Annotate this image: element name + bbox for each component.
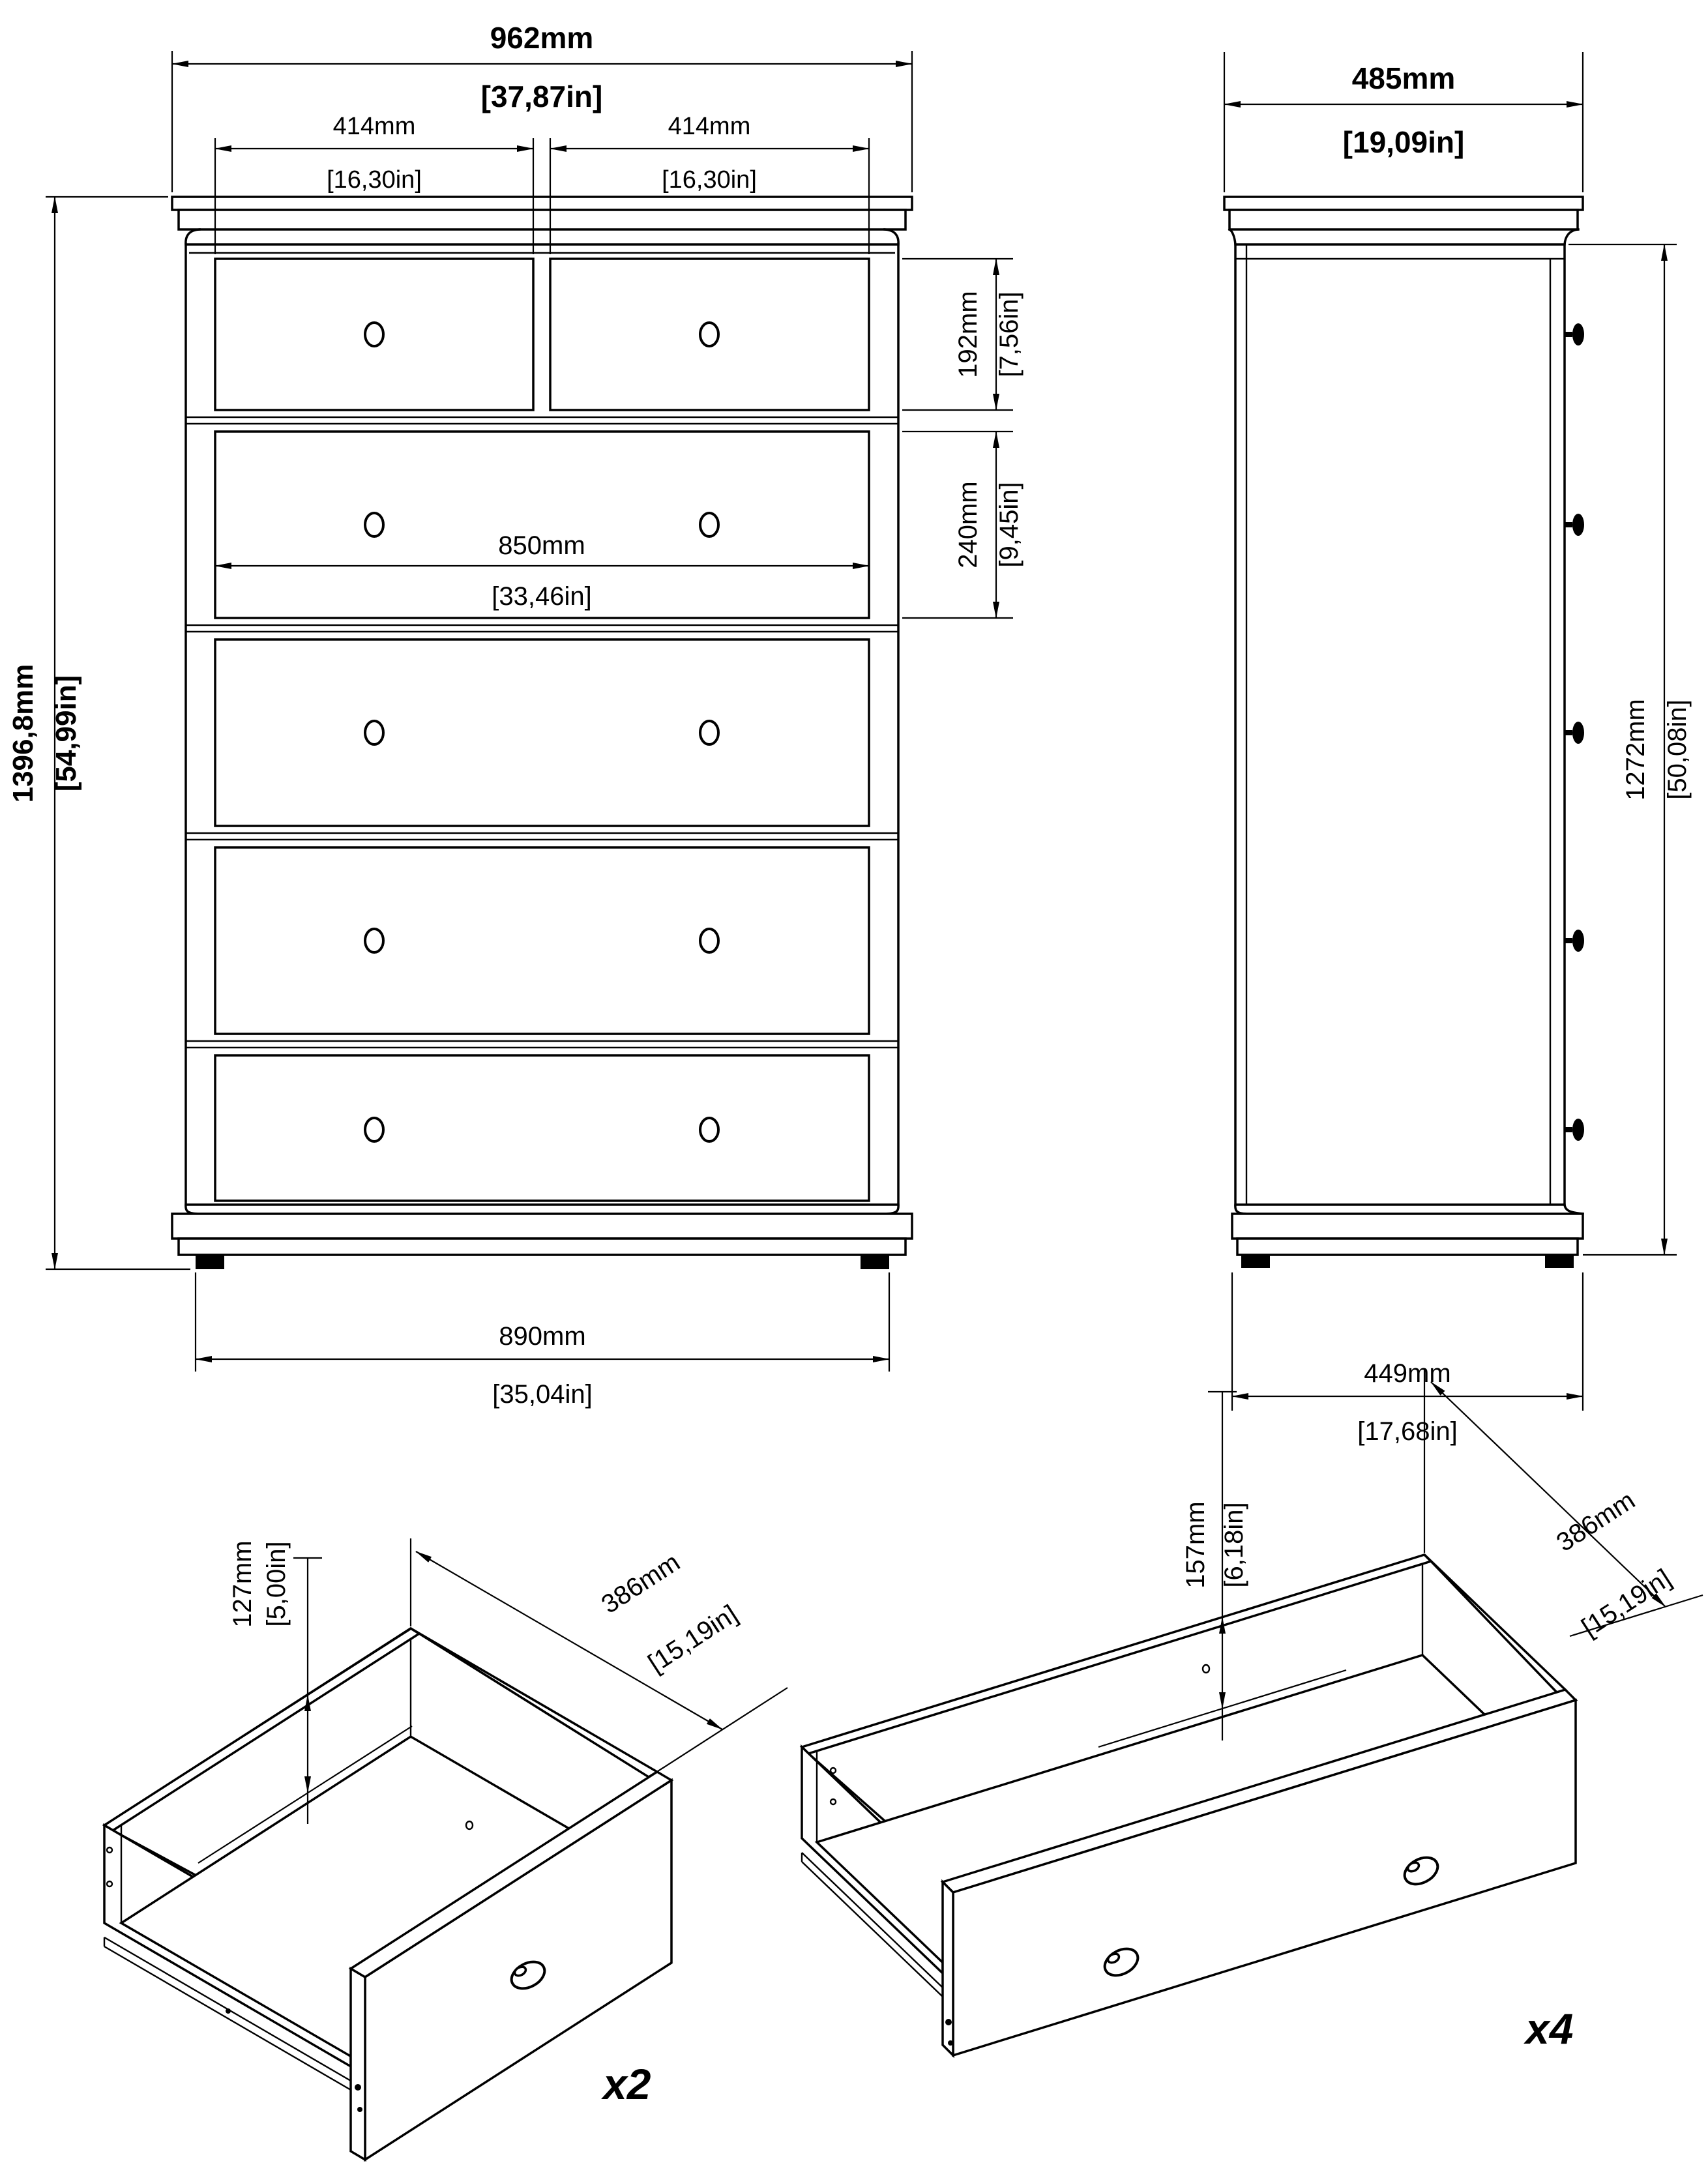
side-body — [1235, 244, 1565, 1205]
front-base-cove-left — [186, 1205, 196, 1214]
drawer-knob-profile — [1565, 514, 1584, 536]
side-cornice-cove-back — [1229, 229, 1235, 244]
dim-890-in: [35,04in] — [492, 1380, 593, 1409]
dim-front-width-mm: 962mm — [490, 21, 594, 55]
front-base-step — [179, 1239, 906, 1255]
dim-414-left-in: [16,30in] — [327, 166, 422, 194]
large-drawer-quantity: x4 — [1525, 2005, 1574, 2053]
dim-850-in: [33,46in] — [492, 582, 592, 611]
front-cornice-cove-right — [885, 229, 898, 244]
dim-157-in: [6,18in] — [1220, 1502, 1248, 1588]
dim-middle-drawer-height — [902, 432, 1023, 618]
side-view — [1224, 52, 1692, 1446]
drawer-knob-profile — [1565, 930, 1584, 952]
dim-240-in: [9,45in] — [995, 482, 1023, 568]
dim-front-height — [7, 197, 190, 1269]
small-drawer-front-panel-edge — [351, 1969, 365, 2160]
dim-127-in: [5,00in] — [262, 1541, 291, 1627]
dim-485-mm: 485mm — [1351, 61, 1456, 95]
dim-front-top-drawer-left — [215, 113, 533, 254]
dim-890-mm: 890mm — [499, 1322, 586, 1351]
side-cornice-crown — [1229, 210, 1578, 229]
dim-side-body-height — [1568, 244, 1692, 1255]
small-drawer-quantity: x2 — [603, 2060, 651, 2108]
dim-front-width-in: [37,87in] — [480, 80, 603, 113]
dim-449-in: [17,68in] — [1357, 1417, 1458, 1446]
dim-base-width — [196, 1272, 889, 1409]
dim-1272-mm: 1272mm — [1621, 699, 1650, 801]
dim-386l-mm: 386mm — [1552, 1486, 1640, 1557]
dim-192-in: [7,56in] — [995, 291, 1023, 377]
large-drawer-right-wall-top — [1424, 1555, 1565, 1692]
dim-height-in: [54,99in] — [50, 675, 82, 792]
drawer-front-row4 — [215, 847, 869, 1034]
front-foot-right — [861, 1255, 889, 1269]
dim-386s-in: [15,19in] — [643, 1599, 743, 1679]
drawer-front-row1-left — [215, 259, 533, 410]
front-base-molding — [172, 1214, 912, 1239]
drawer-knob-profile — [1565, 1119, 1584, 1141]
side-base-cove-front — [1565, 1205, 1583, 1214]
side-cornice-top-board — [1224, 197, 1583, 210]
front-view — [7, 21, 1023, 1409]
drawer-knob-profile — [1565, 722, 1584, 744]
front-foot-left — [196, 1255, 224, 1269]
front-base-cove-right — [888, 1205, 898, 1214]
dim-top-drawer-height — [902, 259, 1023, 410]
large-drawer-view — [802, 1369, 1703, 2055]
dim-414-right-in: [16,30in] — [662, 166, 757, 194]
front-cornice-crown — [179, 210, 906, 229]
dim-157-mm: 157mm — [1181, 1501, 1210, 1589]
dim-485-in: [19,09in] — [1342, 125, 1465, 159]
dim-large-drawer-depth — [1424, 1369, 1703, 1642]
large-drawer-front-panel-edge — [943, 1882, 953, 2055]
side-cornice-cove-front — [1565, 229, 1578, 244]
side-foot-back — [1241, 1255, 1270, 1268]
dim-449-mm: 449mm — [1364, 1359, 1451, 1388]
side-foot-front — [1545, 1255, 1574, 1268]
side-base-step — [1237, 1239, 1578, 1255]
dim-1272-in: [50,08in] — [1663, 699, 1692, 800]
dim-127-mm: 127mm — [228, 1540, 257, 1628]
side-base-molding — [1232, 1214, 1583, 1239]
drawer-front-row1-right — [550, 259, 869, 410]
drawer-front-row5 — [215, 1055, 869, 1201]
dim-414-left-mm: 414mm — [332, 113, 416, 140]
dim-414-right-mm: 414mm — [668, 113, 751, 140]
dim-height-mm: 1396,8mm — [7, 664, 39, 803]
dim-386l-in: [15,19in] — [1576, 1563, 1677, 1643]
dim-192-mm: 192mm — [954, 291, 982, 378]
side-drawer-knobs — [1565, 323, 1584, 1141]
dim-front-top-drawer-right — [550, 113, 869, 254]
drawer-knob-profile — [1565, 323, 1584, 345]
dim-386s-mm: 386mm — [596, 1548, 685, 1619]
dim-front-width — [172, 21, 912, 192]
drawer-front-row3 — [215, 639, 869, 826]
dim-850-mm: 850mm — [498, 531, 585, 560]
front-cornice-cove-left — [186, 229, 199, 244]
side-base-cove-back — [1235, 1205, 1245, 1214]
front-cornice-top-board — [172, 197, 912, 210]
small-drawer-right-wall-top — [411, 1628, 657, 1777]
dim-240-mm: 240mm — [954, 481, 982, 568]
dim-side-depth — [1224, 52, 1583, 192]
dim-side-base-depth — [1232, 1272, 1583, 1446]
small-drawer-view — [104, 1538, 788, 2160]
